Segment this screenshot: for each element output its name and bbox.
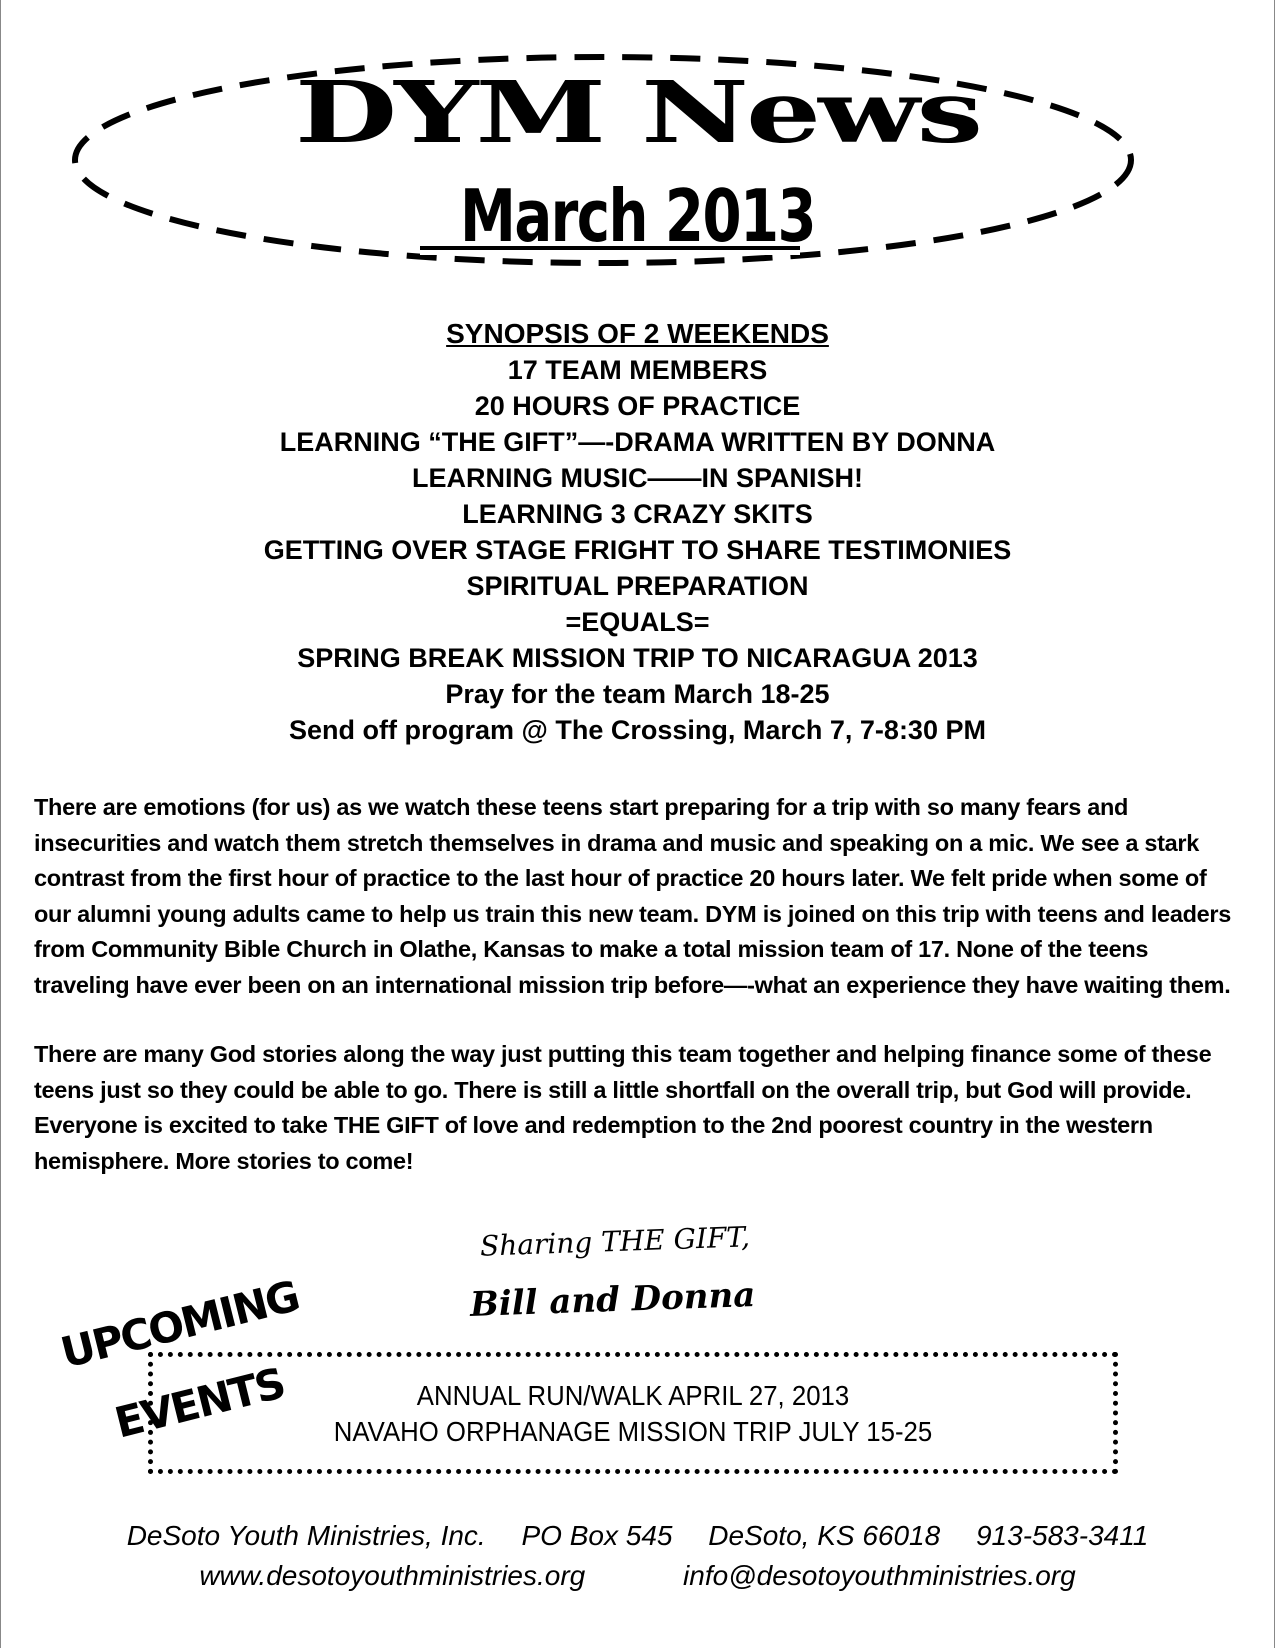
events-label-events: EVENTS [110,1358,289,1448]
synopsis-block [0,316,1275,748]
synopsis-heading: SYNOPSIS OF 2 WEEKENDS [446,318,829,349]
footer-city: DeSoto, KS 66018 [708,1520,941,1551]
synopsis-line: Send off program @ The Crossing, March 7, 7-8:30 PM [289,715,986,745]
synopsis-line: LEARNING MUSIC——IN SPANISH! [411,463,863,493]
newsletter-body [34,790,1249,1213]
footer-address-row [0,1516,1275,1556]
body-paragraph: There are emotions (for us) as we watch these teens start preparing for a trip with so many fears and insecurities and watch them stretch themselves in drama and music and speaking on a mic. We see a stark contrast from the first hour of practice to the last hour of practice 20 hours later. We felt pride when some of our alumni young adults came to help us train this new team. DYM is joined on this trip with teens and leaders from Community Bible Church in Olathe, Kansas to make a total mission team of 17. None of the teens traveling have ever been on an international mission trip before—-what an experience they have waiting them. [34,794,1232,998]
synopsis-line: =EQUALS= [565,607,710,637]
footer [0,1516,1275,1596]
signature-names: Bill and Donna [469,1275,756,1325]
newsletter-title: DYM News [294,62,981,163]
footer-org: DeSoto Youth Ministries, Inc. [126,1520,486,1551]
footer-website-link[interactable]: www.desotoyouthministries.org [199,1560,586,1591]
footer-email-link[interactable]: info@desotoyouthministries.org [683,1560,1076,1591]
signature-closing: Sharing THE GIFT, [479,1220,751,1263]
events-list [187,1378,1079,1450]
synopsis-line: 17 TEAM MEMBERS [507,355,768,385]
synopsis-line: LEARNING “THE GIFT”—-DRAMA WRITTEN BY DONNA [279,427,996,457]
synopsis-line: SPRING BREAK MISSION TRIP TO NICARAGUA 2013 [297,643,978,673]
footer-contact-row [0,1556,1275,1596]
synopsis-line: GETTING OVER STAGE FRIGHT TO SHARE TESTIMONIES [263,535,1012,565]
footer-po-box: PO Box 545 [521,1520,673,1551]
masthead [0,0,1275,300]
synopsis-line: 20 HOURS OF PRACTICE [474,391,801,421]
synopsis-line: SPIRITUAL PREPARATION [466,571,809,601]
event-item: NAVAHO ORPHANAGE MISSION TRIP JULY 15-25 [333,1416,933,1447]
synopsis-line: LEARNING 3 CRAZY SKITS [462,499,813,529]
body-paragraph: There are many God stories along the way just putting this team together and helping finance some of these teens just so they could be able to go. There is still a little shortfall on the overall trip, but God will provide. Everyone is excited to take THE GIFT of love and redemption to the 2nd poorest country in the western hemisphere. More stories to come! [34,1041,1212,1174]
events-label-upcoming: UPCOMING [56,1271,304,1378]
issue-date: March 2013 [459,174,815,258]
synopsis-line: Pray for the team March 18-25 [445,679,830,709]
event-item: ANNUAL RUN/WALK APRIL 27, 2013 [416,1380,850,1411]
footer-phone: 913-583-3411 [975,1520,1149,1551]
